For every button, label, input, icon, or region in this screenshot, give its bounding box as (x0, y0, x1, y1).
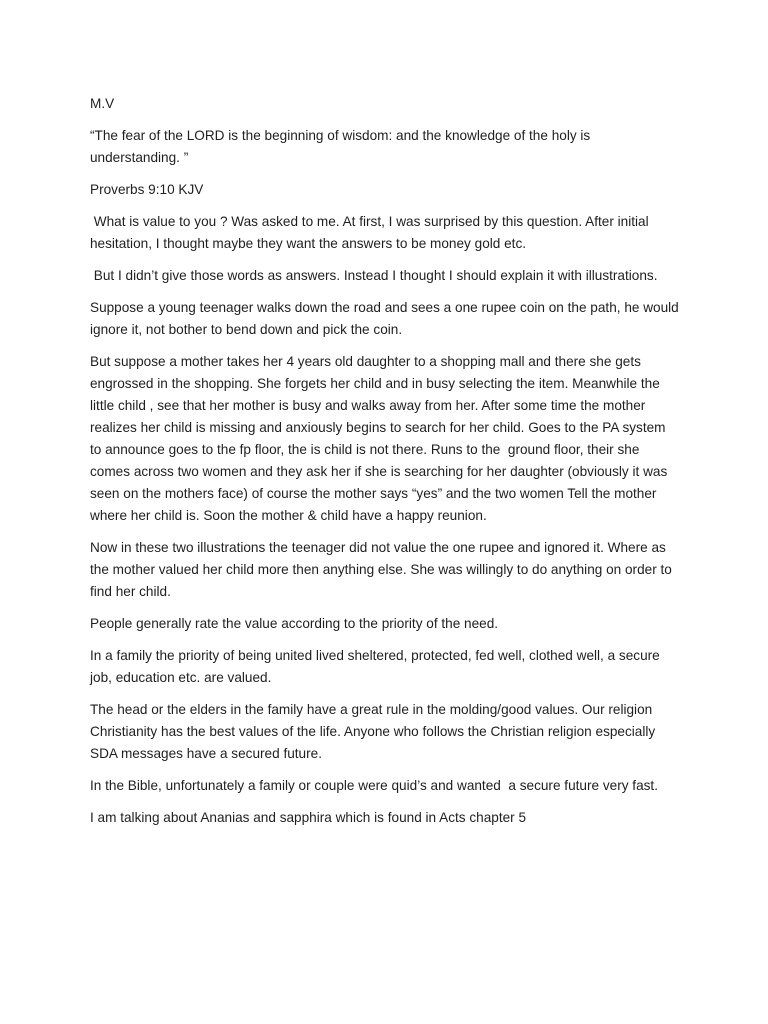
paragraph: In the Bible, unfortunately a family or couple were quid’s and wanted a secure future very fast. (90, 778, 658, 793)
paragraph-reference: Proverbs 9:10 KJV (90, 182, 204, 197)
document-body (90, 93, 683, 839)
paragraph: People generally rate the value according to the priority of the need. (90, 616, 499, 631)
paragraph: What is value to you ? Was asked to me. At first, I was surprised by this question. After initial hesitation, I thought maybe they want the answers to be money gold etc. (90, 214, 653, 251)
paragraph: But suppose a mother takes her 4 years old daughter to a shopping mall and there she gets engrossed in the shopping. She forgets her child and in busy selecting the item. Meanwhile the little child , see that her mother is busy and walks away from her. After some time the mother realizes her child is missing and anxiously begins to search for her child. Goes to the PA system to announce goes to the fp floor, the is child is not there. Runs to the ground floor, their she comes across two women and they ask her if she is searching for her daughter (obviously it was seen on the mothers face) of course the mother says “yes” and the two women Tell the mother where her child is. Soon the mother & child have a happy reunion. (90, 354, 672, 523)
paragraph: Now in these two illustrations the teenager did not value the one rupee and ignored it. Where as the mother valued her child more then anything else. She was willingly to do anything on order to find her child. (90, 540, 676, 599)
paragraph: But I didn’t give those words as answers. Instead I thought I should explain it with illustrations. (90, 268, 658, 283)
paragraph: Suppose a young teenager walks down the road and sees a one rupee coin on the path, he would ignore it, not bother to bend down and pick the coin. (90, 300, 683, 337)
paragraph: In a family the priority of being united lived sheltered, protected, fed well, clothed well, a secure job, education etc. are valued. (90, 648, 664, 685)
document-heading: M.V (90, 96, 115, 111)
paragraph: I am talking about Ananias and sapphira which is found in Acts chapter 5 (90, 810, 527, 825)
paragraph: The head or the elders in the family have a great rule in the molding/good values. Our religion Christianity has the best values of the life. Anyone who follows the Christian religion especially SDA messages have a secured future. (90, 702, 659, 761)
paragraph-quote: “The fear of the LORD is the beginning of wisdom: and the knowledge of the holy is understanding. ” (90, 128, 595, 165)
